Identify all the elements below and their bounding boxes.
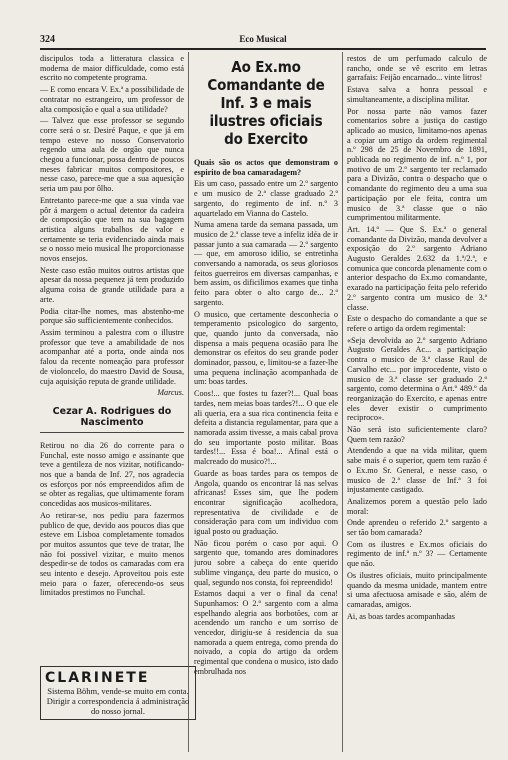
article-paragraph: Entretanto parece-me que a sua vinda vae pôr á margem o actual detentor da cadeira de composição que tem na sua bagagem artistica alguns trabalhos de valor e certamente se teria evidenciado ainda mais se o nosso meio musical lhe proporcionasse novos ensejos. [40, 195, 184, 264]
article-paragraph: Atendendo a que na vida militar, quem sabe mais é o superior, quem tem razão é o Ex.mo Sr. General, e nesse caso, o musico de 2.ª classe de Inf.ª 3 foi injustamente castigado. [347, 446, 487, 495]
article-signature: Marcus. [157, 388, 184, 398]
article-paragraph: Estava salva a honra pessoal e simultaneamente, a disciplina militar. [347, 85, 487, 104]
article-paragraph: Analizemos porem a questão pelo lado moral: [347, 496, 487, 516]
article-paragraph: Coos!... que fostes tu fazer?!... Qual boas tardes, nem meias boas tardes?!... O que ele ali queria, era a sua rica continencia feita e defeita a distancia regulamentar, para que a namorada assim tivesse, a mais cabal prova do seu importante posto militar. Boas tardes!!... Essa é boa!... Afinal está o malcreado do musico?!... [194, 389, 338, 467]
column-left [40, 54, 184, 660]
page-header [40, 34, 486, 46]
classified-ad [40, 666, 196, 720]
header-rule [40, 48, 486, 50]
article-question: Quais são os actos que demonstram o espirito de boa camaradagem? [194, 158, 338, 177]
column-right [347, 54, 487, 754]
article-paragraph: Guarde as boas tardes para os tempos de Angola, quando os encontrar lá nas selvas africanas! Esses sim, que lhe podem encontrar significação acolhedora, representativa de civilidade e de consideração para com um individuo com igual posto ou graduação. [194, 468, 338, 537]
article-paragraph: O musico, que certamente desconhecia o temperamento psicologico do sargento, que, quando junto da conversada, não dispensa a mais pequena ocasião para lhe demonstrar os efeitos do seu grande poder dominador, passou, e, limitou-se a fazer-lhe uma pequena inclinação acompanhada de um: boas tardes. [194, 309, 338, 387]
article-paragraph: Com os ilustres e Ex.mos oficiais do regimento de inf.ª n.º 3? — Certamente que não. [347, 539, 487, 569]
article-paragraph: «Seja devolvida ao 2.º sargento Adriano Augusto Geraldes Ac... a participação contra o musico de 3.ª classe Raul de Carvalho etc... por improcedente, visto o musico de 3.ª classe ser graduado 2.º sargento, como determina o Art.º 489.º da reorganização do Exercito, e apenas entre eles dever existir o cumprimento reciproco». [347, 335, 487, 423]
article-paragraph: Retirou no dia 26 do corrente para o Funchal, este nosso amigo e assinante que teve a gentileza de nos vizitar, notificando-nos que a banda de Inf. 27, nos agradecia os esforços por nós empreendidos afim de se obter as regalias, que ultimamente foram concedidas aos musicos-militares. [40, 440, 184, 509]
column-divider-left [188, 52, 189, 752]
article-paragraph: Ai, as boas tardes acompanhadas [347, 611, 455, 621]
article-paragraph: Os ilustres oficiais, muito principalmente quando da mesma unidade, mantem entre si uma afectuosa amisade e são, além de camaradas, amigos. [347, 570, 487, 609]
article-paragraph: Não ficou porém o caso por aqui. O sargento que, tomando ares dominadores jurou sobre a cabeça do ente querido sublime vingança, deu parte do musico, o qual, segundo nos consta, foi repreendido! [194, 538, 338, 587]
article-paragraph: Estamos daqui a ver o final da cena! Supunhamos: O 2.º sargento com a alma espelhando alegria aos borbotões, com ar acendendo um rancho e um sorriso de vencedor, dirigiu-se á residencia da sua namorada a quem entrega, como prenda do noivado, a copia do artigo da ordem regimental que condena o musico, isto dado embrulhada nos [194, 589, 338, 676]
article-paragraph: Podia citar-lhe nomes, mas abstenho-me porque são sufficientemente conhecidos. [40, 306, 184, 326]
article-paragraph: Não será isto suficientemente claro? Quem tem razão? [347, 425, 487, 444]
ad-title: CLARINETE [45, 670, 150, 686]
page-number: 324 [40, 34, 55, 45]
article-paragraph: Este o despacho do comandante a que se refere o artigo da ordem regimental: [347, 314, 487, 333]
article-paragraph: Onde aprendeu o referido 2.º sargento a ser tão bom camarada? [347, 518, 487, 538]
headline: Ao Ex.mo Comandante de Inf. 3 e mais ilustres oficiais do Exercito [207, 58, 325, 148]
publication-name: Eco Musical [239, 34, 287, 44]
column-divider-right [342, 52, 343, 752]
article-paragraph: Neste caso estão muitos outros artistas que apesar da nossa pequenez já tem produzido alguma coisa de grande utilidade para a arte. [40, 265, 184, 304]
column-middle [194, 54, 338, 754]
article-paragraph: Eis um caso, passado entre um 2.º sargento e um musico de 2.ª classe graduado 2.º sargento, do regimento de inf. n.º 3 aquartelado em Vianna do Castelo. [194, 179, 338, 218]
article-paragraph: restos de um perfumado calculo de rancho, onde se vê escrito em letras garrafais: Feijão encarnado... vinte litros! [347, 54, 487, 83]
article-title: Cezar A. Rodrigues do Nascimento [40, 406, 184, 433]
article-paragraph: Numa amena tarde da semana passada, um musico de 2.ª classe teve a infeliz idéa de ir passar junto a sua camarada — 2.º sargento — que, em amoroso idilio, se entretinha conversando a namorada, os seus gloriosos feitos guerreiros em diversas campanhas, e bem assim, os dificilimos exames que tinha feito para obter o alto cargo de... 2.º sargento. [194, 220, 338, 307]
ad-body: Sistema Böhm, vende-se muito em conta. Dirigir a correspondencia á administração do nosso jornal. [46, 686, 190, 716]
article-paragraph: Por nossa parte não vamos fazer comentarios sobre a justiça do castigo aplicado ao musico, limitamo-nos apenas a copiar um artigo da ordem regimental n.º 298 de 25 de Novembro de 1891, publicada no regimento de inf. n.º 1, por motivo de um 2.º sargento ter reclamado para a Divizão, contra o despacho que o comandante do regimento deu a uma sua participação por ele feita, contra um musico de 3.ª classe que o não cumprimentou militarmente. [347, 106, 487, 223]
article-paragraph: Assim terminou a palestra com o illustre professor que teve a amabilidade de nos acompanhar até a porta, onde ainda nos falou da recente nomeação para professor de violoncelo, do maestro David de Sousa, cuja aquisição reputa de grande utilidade. [40, 327, 184, 386]
article-paragraph: — Talvez que esse professor se segundo corre será o sr. Desiré Paque, e que já em tempo esteve no nosso Conservatorio regendo uma aula de orgão que nunca chegou a funcionar, possa dentro de poucos meses fabricar muitos compositores, e nesse caso, parece-me que a sua aquesição seria um pau por ôlho. [40, 116, 184, 194]
article-paragraph: Ao retirar-se, nos pediu para fazermos publico de que, devido aos poucos dias que esteve em Lisboa completamente tomados por muitos assuntos que teve de tratar, lhe não foi possivel vizitar, e muito menos despedir-se de todos os camaradas com era seu intento e desejo. Aproveitou pois este meio para o fazer, oferecendo-os seus limitados prestimos no Funchal. [40, 510, 184, 598]
article-paragraph: Art. 14.º — Que S. Ex.ª o general comandante da Divizão, manda devolver a exposição do 2.º sargento Adriano Augusto Geraldes 2.632 da 1.ª/2.ª, e comunica que concorda plenamente com o anterior despacho do Ex.mo comandante, exarado na participação feita pelo referido 2.º sargento contra um musico de 3.ª classe. [347, 224, 487, 312]
article-paragraph: — E como encara V. Ex.ª a possibilidade de contratar no estrangeiro, um professor de alta composição e qual a sua utilidade? [40, 85, 184, 114]
article-paragraph: discipulos toda a litteratura classica e moderna de maior difficuldade, como está escrito no competente programa. [40, 54, 184, 83]
